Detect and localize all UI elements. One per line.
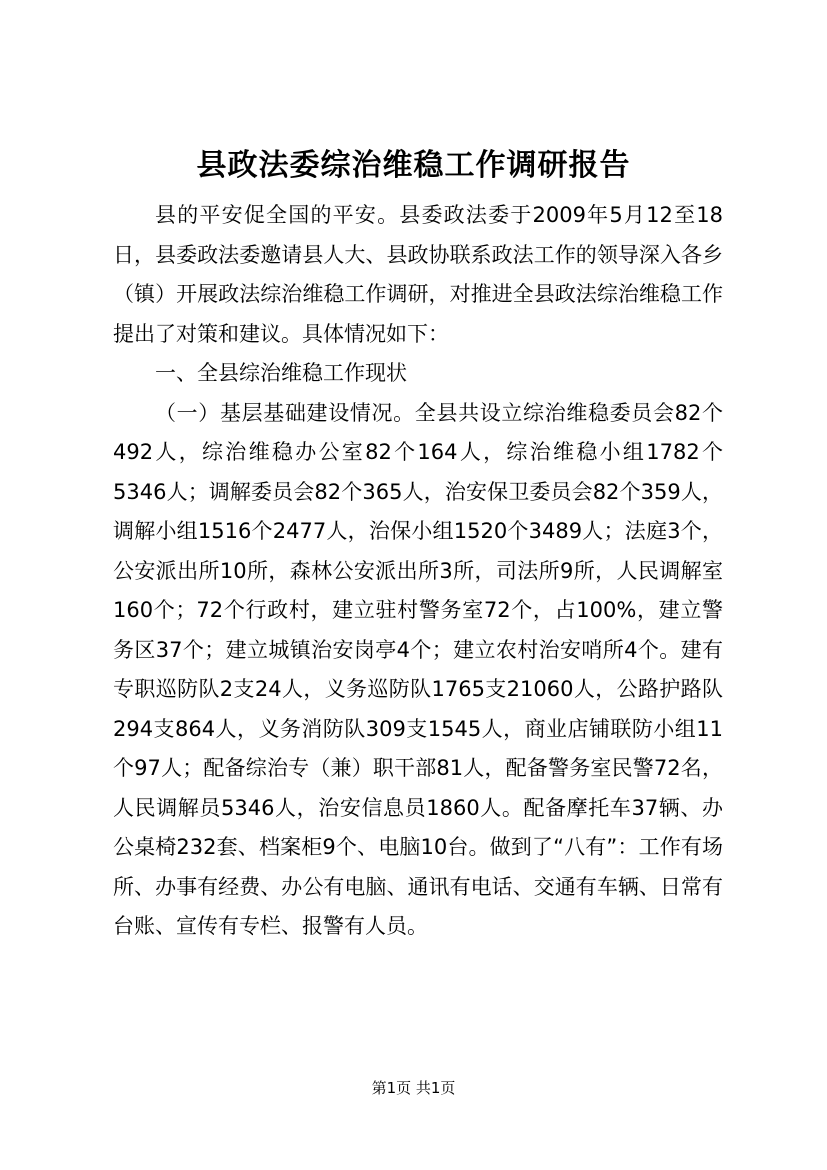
- section-paragraph: （一）基层基础建设情况。全县共设立综治维稳委员会82个492人，综治维稳办公室82个164人，综治维稳小组1782个5346人；调解委员会82个365人，治安保卫委员会82个359人，调解小组1516个2477人，治保小组1520个3489人；法庭3个，公安派出所10所，森林公安派出所3所，司法所9所，人民调解室160个；72个行政村，建立驻村警务室72个，占100%，建立警务区37个；建立城镇治安岗亭4个；建立农村治安哨所4个。建有专职巡防队2支24人，义务巡防队1765支21060人，公路护路队294支864人，义务消防队309支1545人，商业店铺联防小组11个97人；配备综治专（兼）职干部81人，配备警务室民警72名，人民调解员5346人，治安信息员1860人。配备摩托车37辆、办公桌椅232套、档案柜9个、电脑10台。做到了“八有”：工作有场所、办事有经费、办公有电脑、通讯有电话、交通有车辆、日常有台账、宣传有专栏、报警有人员。: [113, 400, 723, 938]
- document-body: [113, 196, 723, 947]
- document-title: 县政法委综治维稳工作调研报告: [196, 148, 631, 183]
- intro-paragraph: 县的平安促全国的平安。县委政法委于2009年5月12至18日，县委政法委邀请县人大、县政协联系政法工作的领导深入各乡（镇）开展政法综治维稳工作调研，对推进全县政法综治维稳工作提出了对策和建议。具体情况如下：: [113, 203, 723, 346]
- page-footer: 第1页 共1页: [371, 1079, 456, 1097]
- section-heading: 一、全县综治维稳工作现状: [155, 361, 407, 385]
